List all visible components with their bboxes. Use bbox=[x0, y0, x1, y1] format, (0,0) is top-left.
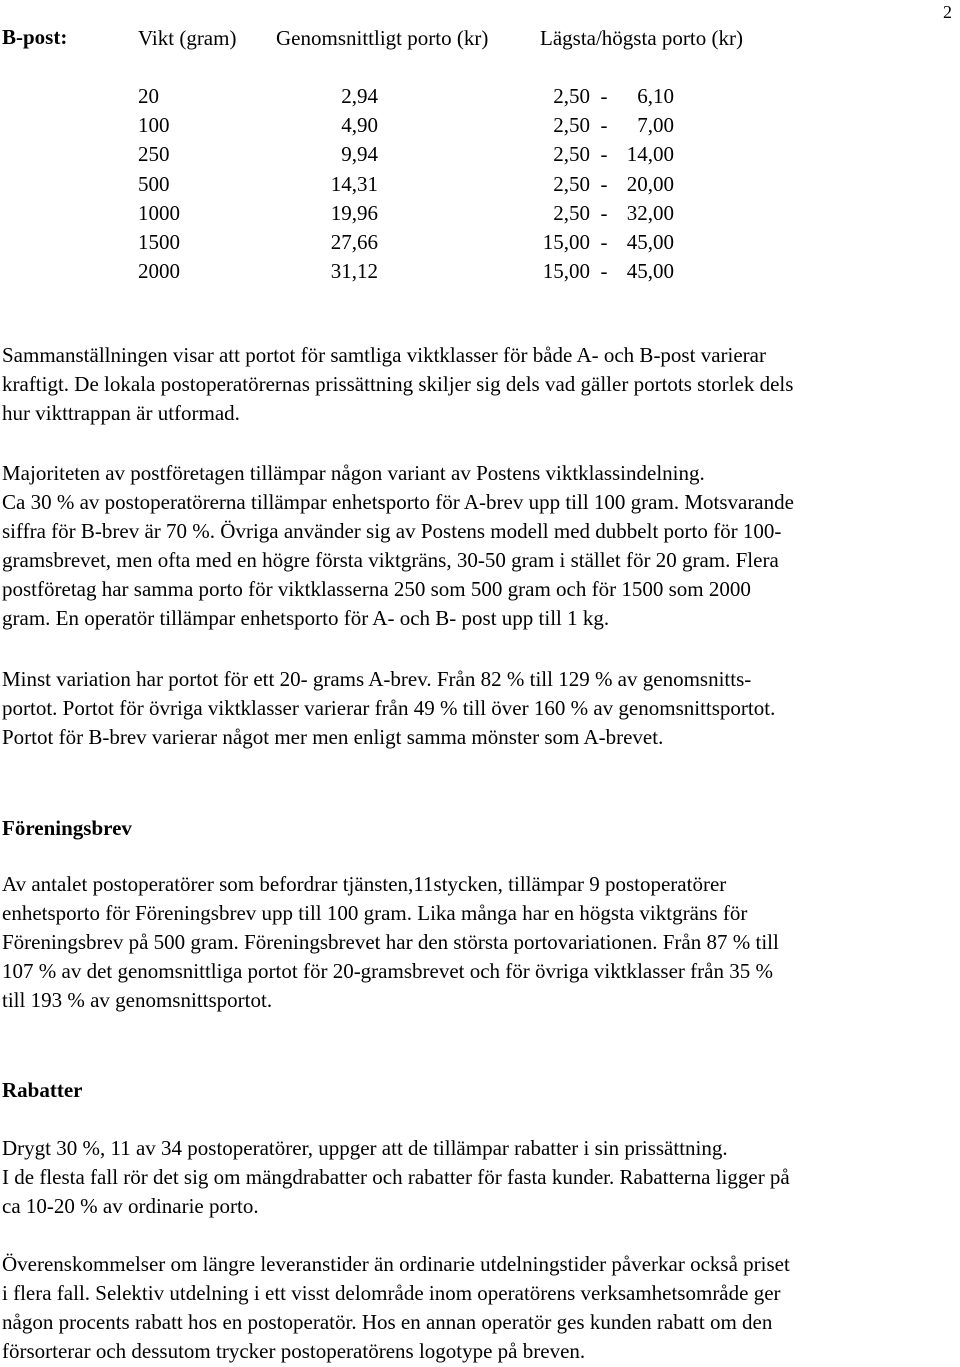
weight-cell: 1000 bbox=[138, 200, 180, 225]
text-line: Överenskommelser om längre leveranstider än ordinarie utdelningstider påverkar också priset bbox=[2, 1252, 790, 1276]
max-postage-cell: 7,00 bbox=[637, 113, 674, 138]
max-postage-cell: 45,00 bbox=[626, 230, 674, 255]
paragraph-majority bbox=[2, 459, 958, 633]
column-header-min-max-postage: Lägsta/högsta porto (kr) bbox=[540, 26, 743, 50]
max-postage-cell: 20,00 bbox=[626, 171, 674, 196]
min-postage-cell: 2,50 bbox=[553, 84, 590, 108]
column-header-weight: Vikt (gram) bbox=[138, 26, 237, 50]
text-line: enhetsporto för Föreningsbrev upp till 100 gram. Lika många har en högsta viktgräns för bbox=[2, 901, 748, 925]
text-line: Portot för B-brev varierar något mer men enligt samma mönster som A-brevet. bbox=[2, 725, 664, 749]
range-separator: - bbox=[600, 230, 608, 255]
paragraph-foreningsbrev bbox=[2, 870, 958, 1015]
average-postage-cell: 14,31 bbox=[330, 171, 378, 196]
table-row bbox=[138, 140, 674, 169]
text-line: ca 10-20 % av ordinarie porto. bbox=[2, 1194, 259, 1218]
text-line: gramsbrevet, men ofta med en högre första viktgräns, 30-50 gram i stället för 20 gram. Flera bbox=[2, 548, 779, 572]
average-postage-cell: 27,66 bbox=[330, 230, 378, 255]
page-number: 2 bbox=[943, 2, 952, 22]
paragraph-variation bbox=[2, 665, 958, 752]
text-line: Minst variation har portot för ett 20- grams A-brev. Från 82 % till 129 % av genomsnitts- bbox=[2, 667, 752, 691]
text-line: hur vikttrappan är utformad. bbox=[2, 401, 240, 425]
range-separator: - bbox=[600, 259, 608, 284]
range-separator: - bbox=[600, 113, 608, 138]
weight-cell: 250 bbox=[138, 142, 170, 167]
range-separator: - bbox=[600, 84, 608, 108]
section-label-b-post: B-post: bbox=[2, 25, 68, 49]
text-line: Majoriteten av postföretagen tillämpar någon variant av Postens viktklassindelning. bbox=[2, 461, 705, 485]
text-line: kraftigt. De lokala postoperatörernas prissättning skiljer sig dels vad gäller portots storlek dels bbox=[2, 372, 794, 396]
text-line: Sammanställningen visar att portot för samtliga viktklasser för både A- och B-post varierar bbox=[2, 343, 766, 367]
max-postage-cell: 32,00 bbox=[626, 200, 674, 225]
average-postage-cell: 31,12 bbox=[330, 259, 378, 284]
text-line: siffra för B-brev är 70 %. Övriga använder sig av Postens modell med dubbelt porto för 100- bbox=[2, 519, 782, 543]
range-separator: - bbox=[600, 171, 608, 196]
weight-cell: 500 bbox=[138, 171, 170, 196]
weight-cell: 20 bbox=[138, 84, 159, 108]
paragraph-rabatter-2 bbox=[2, 1250, 958, 1366]
max-postage-cell: 14,00 bbox=[626, 142, 674, 167]
text-line: någon procents rabatt hos en postoperatör. Hos en annan operatör ges kunden rabatt om den bbox=[2, 1310, 773, 1334]
paragraph-rabatter-1 bbox=[2, 1134, 958, 1221]
min-postage-cell: 2,50 bbox=[553, 113, 590, 138]
max-postage-cell: 45,00 bbox=[626, 259, 674, 284]
text-line: Föreningsbrev på 500 gram. Föreningsbrevet har den största portovariationen. Från 87 % till bbox=[2, 930, 779, 954]
text-line: Ca 30 % av postoperatörerna tillämpar enhetsporto för A-brev upp till 100 gram. Motsvarande bbox=[2, 490, 794, 514]
text-line: Av antalet postoperatörer som befordrar tjänsten,11stycken, tillämpar 9 postoperatörer bbox=[2, 872, 727, 896]
average-postage-cell: 2,94 bbox=[341, 84, 378, 108]
text-line: Drygt 30 %, 11 av 34 postoperatörer, uppger att de tillämpar rabatter i sin prissättning. bbox=[2, 1136, 728, 1160]
paragraph-summary bbox=[2, 341, 958, 428]
table-row bbox=[138, 199, 674, 228]
range-separator: - bbox=[600, 142, 608, 167]
column-header-average-postage: Genomsnittligt porto (kr) bbox=[276, 26, 489, 50]
max-postage-cell: 6,10 bbox=[637, 84, 674, 108]
text-line: 107 % av det genomsnittliga portot för 20-gramsbrevet och för övriga viktklasser från 35 % bbox=[2, 959, 773, 983]
weight-cell: 1500 bbox=[138, 230, 180, 255]
average-postage-cell: 19,96 bbox=[330, 200, 378, 225]
text-line: postföretag har samma porto för viktklasserna 250 som 500 gram och för 1500 som 2000 bbox=[2, 577, 751, 601]
range-separator: - bbox=[600, 200, 608, 225]
table-row bbox=[138, 111, 674, 140]
postage-table bbox=[138, 82, 674, 286]
average-postage-cell: 4,90 bbox=[341, 113, 378, 138]
average-postage-cell: 9,94 bbox=[341, 142, 378, 167]
weight-cell: 100 bbox=[138, 113, 170, 138]
heading-rabatter: Rabatter bbox=[2, 1078, 83, 1102]
table-row bbox=[138, 257, 674, 286]
text-line: gram. En operatör tillämpar enhetsporto för A- och B- post upp till 1 kg. bbox=[2, 606, 610, 630]
text-line: till 193 % av genomsnittsportot. bbox=[2, 988, 273, 1012]
min-postage-cell: 2,50 bbox=[553, 171, 590, 196]
text-line: i flera fall. Selektiv utdelning i ett visst delområde inom operatörens verksamhetsområde ger bbox=[2, 1281, 781, 1305]
text-line: I de flesta fall rör det sig om mängdrabatter och rabatter för fasta kunder. Rabatterna ligger på bbox=[2, 1165, 790, 1189]
heading-foreningsbrev: Föreningsbrev bbox=[2, 816, 132, 840]
table-row bbox=[138, 82, 674, 111]
min-postage-cell: 2,50 bbox=[553, 200, 590, 225]
weight-cell: 2000 bbox=[138, 259, 180, 284]
text-line: försorterar och dessutom trycker postoperatörens logotype på breven. bbox=[2, 1339, 586, 1363]
table-row bbox=[138, 170, 674, 199]
min-postage-cell: 15,00 bbox=[542, 259, 590, 284]
min-postage-cell: 15,00 bbox=[542, 230, 590, 255]
table-row bbox=[138, 228, 674, 257]
text-line: portot. Portot för övriga viktklasser varierar från 49 % till över 160 % av genomsnittsportot. bbox=[2, 696, 776, 720]
min-postage-cell: 2,50 bbox=[553, 142, 590, 167]
